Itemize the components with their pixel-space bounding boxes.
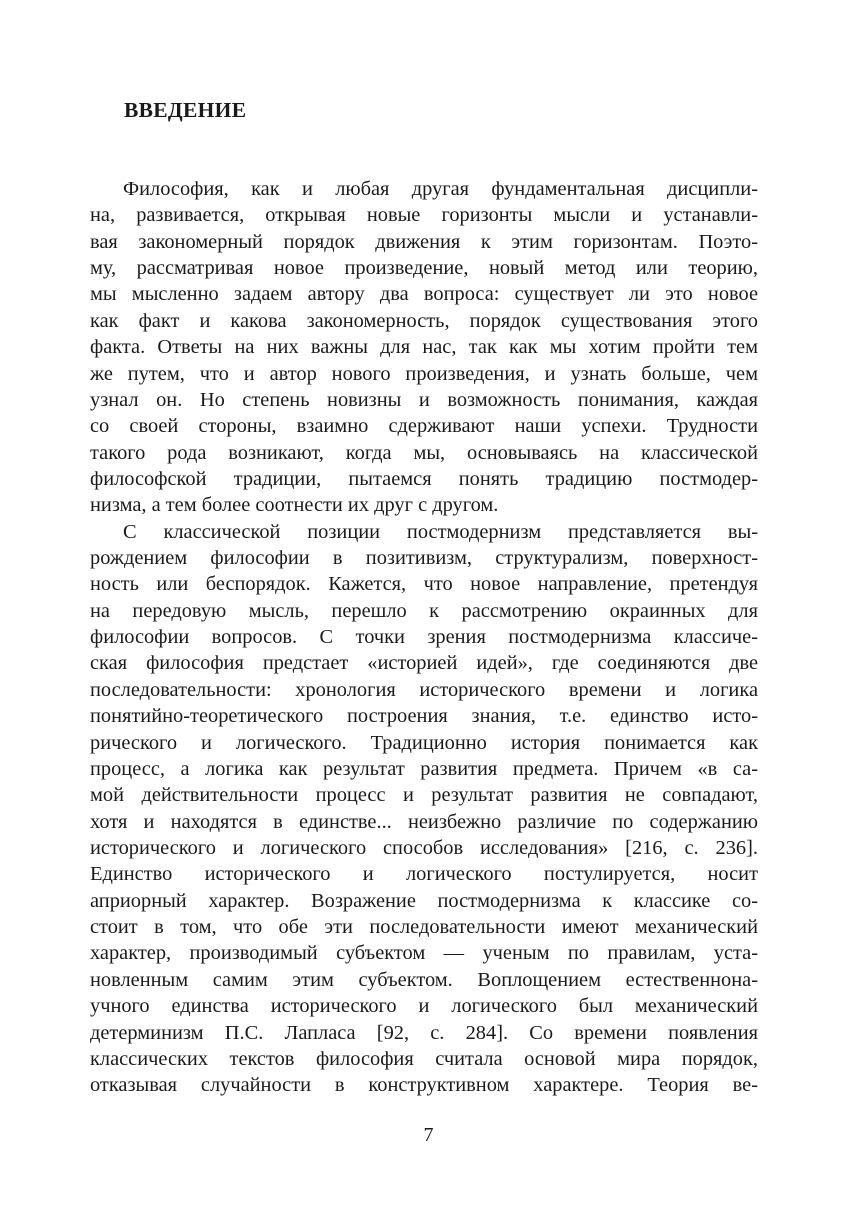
text-line: на, развивается, открывая новые горизонты мысли и устанавли- [90, 204, 758, 227]
text-line: на передовую мысль, перешло к рассмотрению окраинных для [90, 599, 758, 622]
text-line: С классической позиции постмодернизм представляется вы- [123, 520, 758, 543]
text-line: рического и логического. Традиционно история понимается как [90, 731, 758, 754]
text-line: ская философия предстает «историей идей», где соединяются две [90, 652, 758, 675]
text-line: Единство исторического и логического постулируется, носит [90, 863, 758, 886]
chapter-heading: ВВЕДЕНИЕ [124, 98, 247, 122]
text-line: мы мысленно задаем автору два вопроса: существует ли это новое [90, 283, 758, 306]
text-line: Философия, как и любая другая фундаментальная дисципли- [123, 178, 758, 200]
text-line: как факт и какова закономерность, порядок существования этого [90, 309, 758, 332]
text-line: му, рассматривая новое произведение, новый метод или теорию, [90, 257, 758, 280]
text-line: такого рода возникают, когда мы, основываясь на классической [90, 441, 758, 464]
text-line: понятийно-теоретического построения знания, т.е. единство исто- [90, 705, 758, 728]
text-line: же путем, что и автор нового произведения, и узнать больше, чем [90, 362, 758, 385]
text-line: узнал он. Но степень новизны и возможность понимания, каждая [90, 388, 758, 411]
text-line: последовательности: хронология исторического времени и логика [90, 678, 758, 701]
text-line: детерминизм П.С. Лапласа [92, с. 284]. Со времени появления [90, 1021, 758, 1044]
body-text [90, 176, 758, 1099]
text-line: процесс, а логика как результат развития предмета. Причем «в са- [90, 757, 758, 780]
text-line: низма, а тем более соотнести их друг с другом. [90, 494, 499, 517]
text-line: мой действительности процесс и результат развития не совпадают, [90, 784, 758, 807]
text-line: ность или беспорядок. Кажется, что новое направление, претендуя [90, 573, 758, 596]
text-line: рождением философии в позитивизм, структурализм, поверхност- [90, 547, 758, 570]
text-line: философии вопросов. С точки зрения постмодернизма классиче- [90, 626, 758, 649]
text-line: характер, производимый субъектом — ученым по правилам, уста- [90, 942, 758, 965]
text-line: исторического и логического способов исследования» [216, с. 236]. [90, 836, 758, 859]
text-line: новленным самим этим субъектом. Воплощением естественнона- [90, 968, 758, 991]
text-line: со своей стороны, взаимно сдерживают наши успехи. Трудности [90, 415, 758, 438]
text-line: хотя и находятся в единстве... неизбежно различие по содержанию [90, 810, 758, 833]
page-number: 7 [423, 1124, 434, 1146]
text-line: априорный характер. Возражение постмодернизма к классике со- [90, 889, 758, 912]
text-line: учного единства исторического и логического был механический [90, 995, 758, 1018]
text-line: отказывая случайности в конструктивном характере. Теория ве- [90, 1074, 758, 1097]
text-line: вая закономерный порядок движения к этим горизонтам. Поэто- [90, 230, 758, 253]
text-line: классических текстов философия считала основой мира порядок, [90, 1047, 758, 1070]
text-line: факта. Ответы на них важны для нас, так как мы хотим пройти тем [90, 336, 758, 359]
text-line: стоит в том, что обе эти последовательности имеют механический [90, 916, 758, 939]
text-line: философской традиции, пытаемся понять традицию постмодер- [90, 467, 758, 490]
